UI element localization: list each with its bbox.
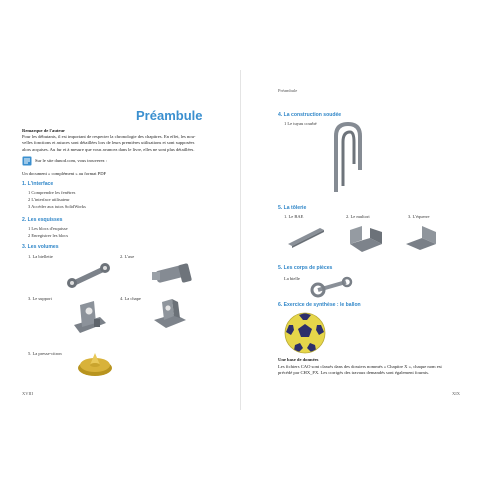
volume-item: 2. L'axe [120, 254, 135, 259]
section-heading-tolerie: 5. La tôlerie [278, 205, 307, 211]
list-item: 3. L'équerre [408, 214, 430, 219]
tuyau-courbe-image [330, 120, 366, 196]
volume-item: 1. La biellette [28, 254, 53, 259]
bielle-image [310, 276, 354, 298]
section-heading-construction: 4. La construction soudée [278, 112, 342, 118]
data-heading: Une base de données [278, 357, 319, 362]
intro-line: velles fonctions et astuces sont détaillées lors de leurs premières utilisations et sont supposées [22, 140, 195, 146]
data-text [278, 364, 468, 377]
multori-image [346, 222, 386, 254]
volume-item: 5. La presse-citron [28, 351, 62, 356]
site-line: Sur le site dunod.com, vous trouverez : [35, 158, 107, 163]
list-item: 1 Comprendre les fenêtres [28, 190, 76, 195]
axe-image [150, 258, 194, 290]
running-head: Préambule [278, 88, 298, 93]
list-item: 1 Les blocs d'esquisse [28, 226, 68, 231]
list-item: 2. Le multori [346, 214, 370, 219]
page-number: XIX [452, 391, 460, 396]
left-page [0, 0, 240, 481]
section-heading-interface: 1. L'interface [22, 181, 54, 187]
intro-text [22, 134, 220, 153]
list-item: 3 Accéder aux tutos SolidWorks [28, 204, 86, 209]
remarks-heading: Remarque de l'auteur [22, 128, 66, 133]
page-title: Préambule [136, 108, 203, 123]
support-image [70, 297, 110, 339]
list-item: 2 Enregistrer les blocs [28, 233, 69, 238]
biellette-image [64, 262, 112, 288]
intro-line: Pour les débutants, il est important de respecter la chronologie des chapitres. En effet, les nou- [22, 134, 196, 139]
list-item: 1 Le tuyau courbé [284, 121, 317, 126]
list-item: 2 L'interface utilisateur [28, 197, 70, 202]
volume-item: 3. Le support [28, 296, 52, 301]
section-heading-esquisses: 2. Les esquisses [22, 217, 63, 223]
list-item: La bielle [284, 276, 300, 281]
presse-citron-image [76, 350, 114, 378]
web-icon [22, 156, 32, 166]
equerre-image [404, 222, 438, 252]
pdf-line: Un document « complément » au format PDF [22, 171, 107, 176]
bae-image [286, 224, 326, 248]
data-line: Les fichiers CAO sont classés dans des dossiers nommés « Chapitre X », chaque nom est [278, 364, 442, 369]
section-heading-volumes: 3. Les volumes [22, 244, 59, 250]
ballon-image [283, 311, 327, 355]
page-number: XVIII [22, 391, 33, 396]
chape-image [152, 296, 188, 330]
volume-item: 4. La chape [120, 296, 141, 301]
intro-line: alors acquises. Au fur et à mesure que vous avancez dans le livre, elles ne sont plus détaillées. [22, 146, 195, 152]
data-line: précédé par CHX_PX. Les corrigés des travaux demandés sont également fournis. [278, 370, 430, 376]
section-heading-corps: 5. Les corps de pièces [278, 265, 333, 271]
list-item: 1. Le BAE [284, 214, 304, 219]
section-heading-synthese: 6. Exercice de synthèse : le ballon [278, 302, 361, 308]
